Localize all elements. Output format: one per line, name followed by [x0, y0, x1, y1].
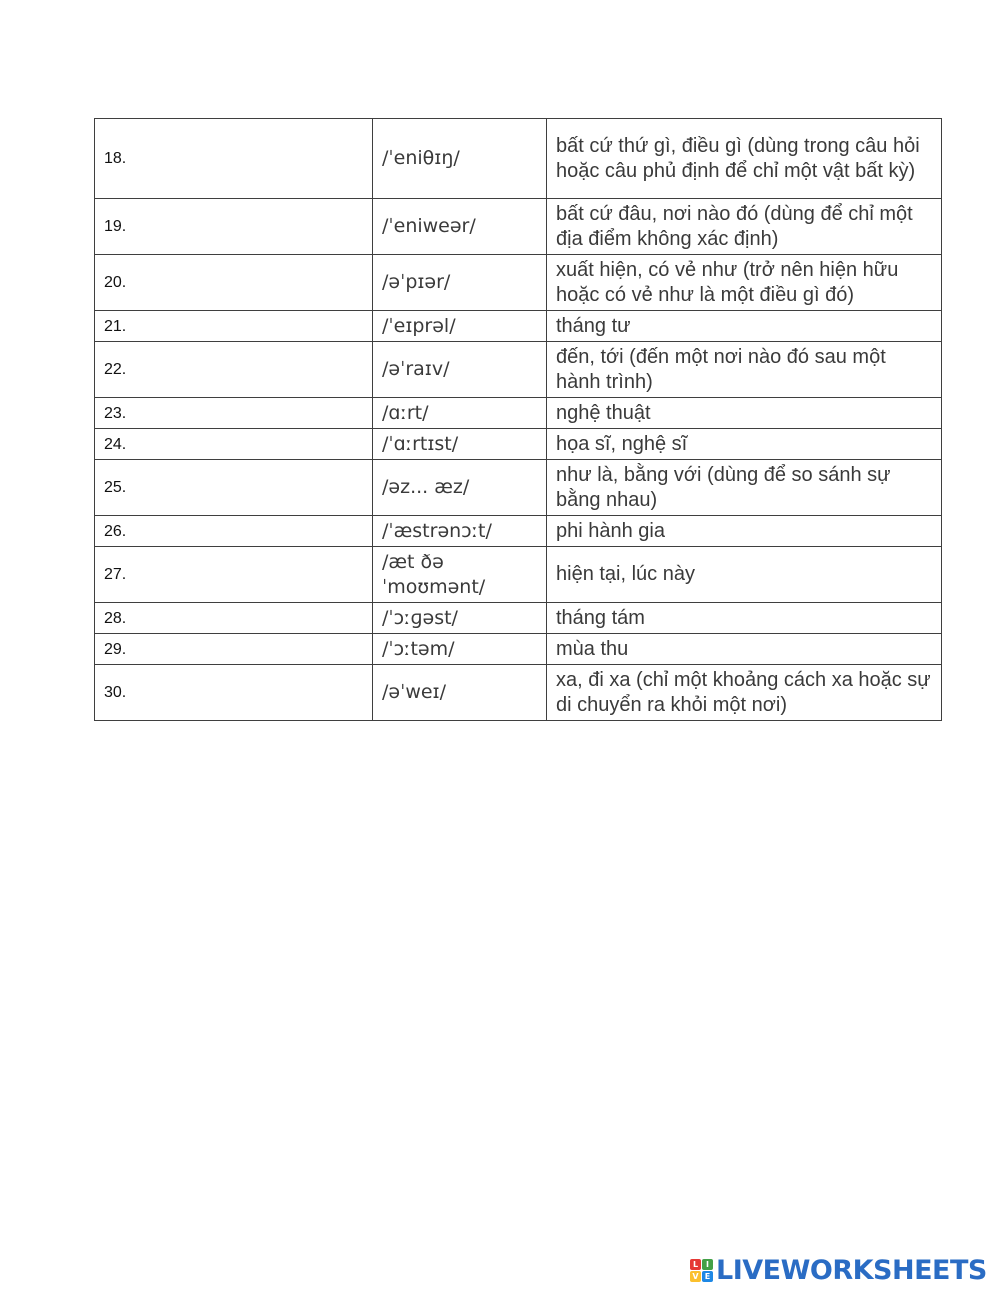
vocabulary-table — [94, 118, 942, 721]
row-number: 23. — [95, 398, 373, 429]
row-meaning: hiện tại, lúc này — [547, 547, 942, 603]
row-number: 26. — [95, 516, 373, 547]
row-meaning: xuất hiện, có vẻ như (trở nên hiện hữu hoặc có vẻ như là một điều gì đó) — [547, 255, 942, 311]
row-pronunciation: /æt ðə ˈmoʊmənt/ — [373, 547, 547, 603]
table-row — [95, 547, 942, 603]
row-number: 22. — [95, 342, 373, 398]
row-pronunciation: /ˈɔːtəm/ — [373, 634, 547, 665]
table-row — [95, 398, 942, 429]
row-pronunciation: /ˈeniweər/ — [373, 199, 547, 255]
logo-mark-letter: L — [690, 1259, 701, 1270]
row-meaning: phi hành gia — [547, 516, 942, 547]
row-number: 21. — [95, 311, 373, 342]
table-row — [95, 119, 942, 199]
row-meaning: mùa thu — [547, 634, 942, 665]
vocabulary-table-body — [95, 119, 942, 721]
row-number: 18. — [95, 119, 373, 199]
row-number: 30. — [95, 665, 373, 721]
row-pronunciation: /əˈraɪv/ — [373, 342, 547, 398]
table-row — [95, 603, 942, 634]
row-pronunciation: /ˈæstrənɔːt/ — [373, 516, 547, 547]
row-pronunciation: /əˈpɪər/ — [373, 255, 547, 311]
row-pronunciation: /ˈeɪprəl/ — [373, 311, 547, 342]
row-number: 27. — [95, 547, 373, 603]
logo-mark-letter: V — [690, 1271, 701, 1282]
row-meaning: như là, bằng với (dùng để so sánh sự bằng nhau) — [547, 460, 942, 516]
row-meaning: họa sĩ, nghệ sĩ — [547, 429, 942, 460]
row-number: 28. — [95, 603, 373, 634]
row-pronunciation: /ˈɔːɡəst/ — [373, 603, 547, 634]
row-number: 20. — [95, 255, 373, 311]
row-number: 29. — [95, 634, 373, 665]
row-number: 19. — [95, 199, 373, 255]
row-meaning: tháng tám — [547, 603, 942, 634]
table-row — [95, 460, 942, 516]
table-row — [95, 665, 942, 721]
logo-mark-letter: I — [702, 1259, 713, 1270]
row-meaning: đến, tới (đến một nơi nào đó sau một hành trình) — [547, 342, 942, 398]
logo-text: LIVEWORKSHEETS — [716, 1254, 987, 1286]
row-pronunciation: /ɑːrt/ — [373, 398, 547, 429]
logo-mark-icon — [690, 1259, 713, 1282]
table-row — [95, 342, 942, 398]
table-row — [95, 516, 942, 547]
row-pronunciation: /ˈeniθɪŋ/ — [373, 119, 547, 199]
row-meaning: bất cứ thứ gì, điều gì (dùng trong câu hỏi hoặc câu phủ định để chỉ một vật bất kỳ) — [547, 119, 942, 199]
table-row — [95, 429, 942, 460]
row-meaning: tháng tư — [547, 311, 942, 342]
row-meaning: nghệ thuật — [547, 398, 942, 429]
row-pronunciation: /ˈɑːrtɪst/ — [373, 429, 547, 460]
row-pronunciation: /əz... æz/ — [373, 460, 547, 516]
row-number: 24. — [95, 429, 373, 460]
table-row — [95, 199, 942, 255]
table-row — [95, 311, 942, 342]
row-number: 25. — [95, 460, 373, 516]
logo-mark-letter: E — [702, 1271, 713, 1282]
row-meaning: xa, đi xa (chỉ một khoảng cách xa hoặc sự di chuyển ra khỏi một nơi) — [547, 665, 942, 721]
row-pronunciation: /əˈweɪ/ — [373, 665, 547, 721]
table-row — [95, 634, 942, 665]
table-row — [95, 255, 942, 311]
liveworksheets-logo[interactable] — [690, 1253, 987, 1287]
row-meaning: bất cứ đâu, nơi nào đó (dùng để chỉ một địa điểm không xác định) — [547, 199, 942, 255]
